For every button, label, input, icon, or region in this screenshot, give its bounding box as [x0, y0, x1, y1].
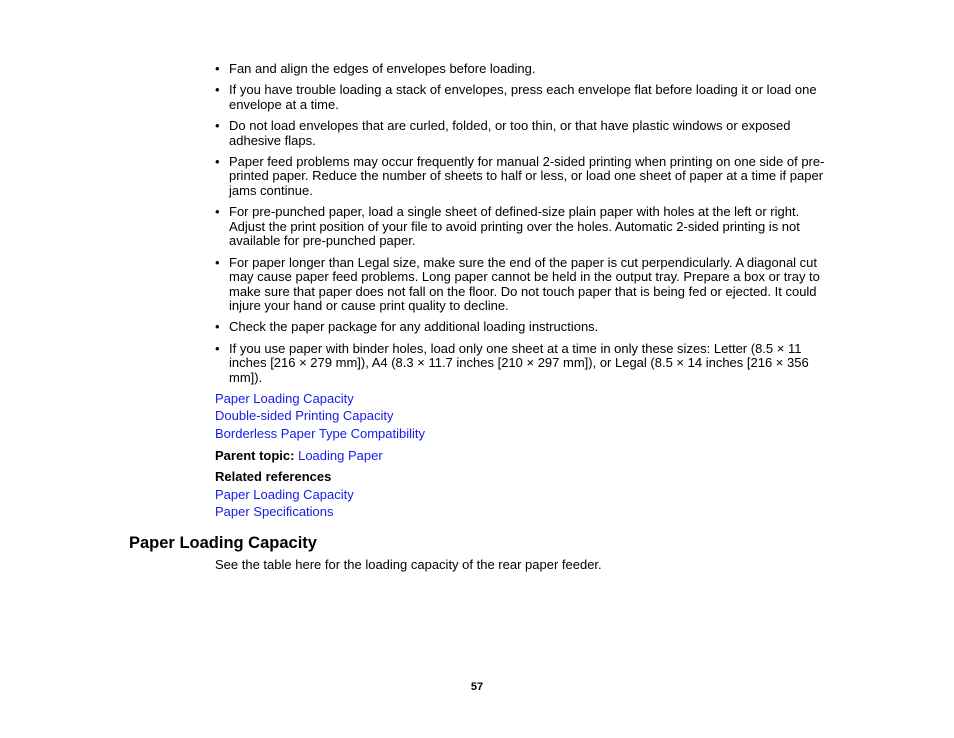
related-link-wrap [215, 487, 354, 502]
link-borderless-paper-type-compatibility[interactable]: Borderless Paper Type Compatibility [215, 426, 426, 441]
related-link-wrap [215, 504, 334, 519]
section-heading: Paper Loading Capacity [129, 534, 317, 552]
link-paper-loading-capacity-wrap [215, 391, 354, 406]
bullet-text: If you use paper with binder holes, load only one sheet at a time in only these sizes: Letter (8.5 × 11 inches [216 × 279 mm]), A4 (8.3 × 11.7 inches [210 × 297 mm]), or Legal (8.5 × 14 inches [216 × 356 mm]). [229, 340, 809, 385]
link-paper-loading-capacity[interactable]: Paper Loading Capacity [215, 391, 354, 406]
related-link-paper-loading-capacity[interactable]: Paper Loading Capacity [215, 487, 354, 502]
bullet-marker: • [215, 117, 220, 133]
bullet-marker: • [215, 340, 220, 356]
bullet-marker: • [215, 254, 220, 270]
list-item [215, 320, 827, 335]
bullet-text: Do not load envelopes that are curled, folded, or too thin, or that have plastic windows or exposed adhesive flaps. [229, 117, 791, 148]
parent-topic [215, 448, 383, 463]
list-item [215, 62, 827, 77]
related-references-heading: Related references [215, 469, 332, 484]
link-double-sided-wrap [215, 408, 393, 423]
list-item [215, 205, 827, 249]
link-double-sided-printing-capacity[interactable]: Double-sided Printing Capacity [215, 408, 394, 423]
bullet-marker: • [215, 61, 220, 76]
list-item [215, 155, 827, 199]
related-link-paper-specifications[interactable]: Paper Specifications [215, 504, 334, 519]
page-number: 57 [470, 681, 484, 693]
bullet-marker: • [215, 82, 220, 98]
list-item [215, 83, 827, 112]
link-borderless-wrap [215, 426, 425, 441]
link-loading-paper[interactable]: Loading Paper [298, 448, 383, 463]
bullet-text: For pre-punched paper, load a single sheet of defined-size plain paper with holes at the left or right. Adjust the print position of your file to avoid printing over the holes. Automatic 2-sided printing is not available for pre-punched paper. [229, 204, 800, 249]
list-item [215, 256, 827, 314]
bullet-marker: • [215, 153, 220, 169]
bullet-text: Fan and align the edges of envelopes before loading. [229, 61, 536, 76]
bullet-list [215, 62, 827, 392]
section-body: See the table here for the loading capacity of the rear paper feeder. [215, 557, 602, 572]
bullet-text: Paper feed problems may occur frequently for manual 2-sided printing when printing on one side of pre-printed paper. Reduce the number of sheets to half or less, or load one sheet of paper at a time if paper jams continue. [229, 153, 825, 198]
bullet-marker: • [215, 319, 220, 335]
bullet-marker: • [215, 204, 220, 220]
parent-topic-label: Parent topic: [215, 448, 295, 463]
list-item [215, 342, 827, 386]
bullet-text: Check the paper package for any additional loading instructions. [229, 319, 599, 335]
bullet-text: If you have trouble loading a stack of envelopes, press each envelope flat before loading it or load one envelope at a time. [229, 82, 817, 112]
bullet-text: For paper longer than Legal size, make sure the end of the paper is cut perpendicularly. A diagonal cut may cause paper feed problems. Long paper cannot be held in the output tray. Prepare a box or tray to make sure that paper does not fall on the floor. Do not touch paper that is being fed or ejected. It could injure your hand or cause print quality to decline. [229, 254, 820, 314]
list-item [215, 119, 827, 148]
